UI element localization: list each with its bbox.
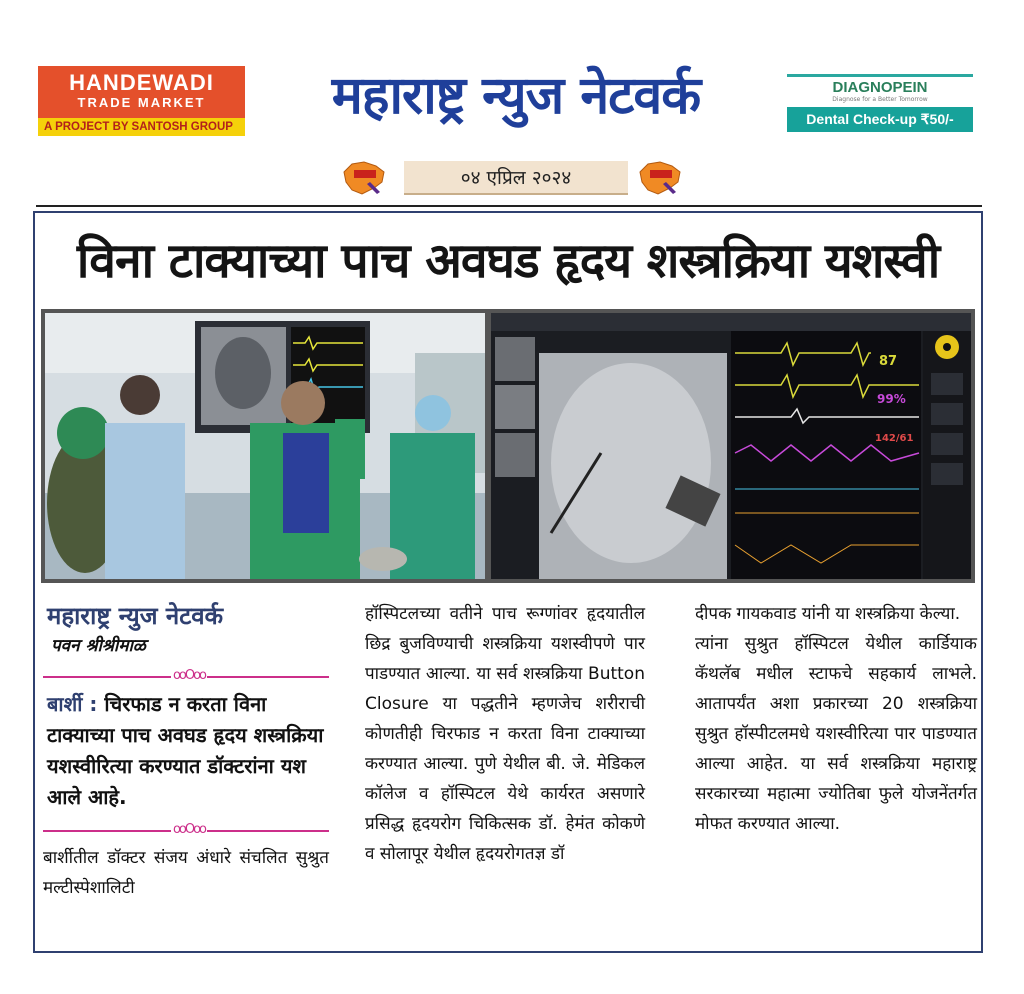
article-column-2 [365, 599, 645, 869]
column-1-body [43, 843, 329, 903]
operating-room-photo [45, 313, 485, 579]
handewadi-ad-top [38, 66, 245, 118]
cathlab-monitor-photo [491, 313, 971, 579]
dental-offer: Dental Check-up ₹50/- [787, 107, 973, 132]
ornamental-divider [43, 669, 329, 683]
header-rule [36, 205, 982, 207]
ad-divider [787, 74, 973, 77]
monitor-heart-rate: 87 [879, 354, 898, 369]
diagnopein-tagline: Diagnose for a Better Tomorrow [832, 96, 928, 103]
diagnopein-logo: DIAGNOPEIN [832, 79, 928, 96]
monitor-spo2: 99% [877, 392, 906, 406]
byline-org: महाराष्ट्र न्युज नेटवर्क [47, 602, 224, 630]
article-frame [33, 211, 983, 953]
column-2-body [365, 599, 645, 869]
divider-ornament: ooOoo [172, 822, 206, 837]
photo-strip [41, 309, 975, 583]
diagnopein-ad[interactable] [787, 74, 973, 132]
lede-text: चिरफाड न करता विना टाक्याच्या पाच अवघड हृदय शस्त्रक्रिया यशस्वीरित्या करण्यात डॉक्टरांना यश आले आहे. [47, 692, 324, 809]
handewadi-ad[interactable] [38, 66, 245, 136]
handewadi-brand: HANDEWADI [69, 70, 214, 95]
date-bar [340, 158, 684, 198]
body-paragraph: बार्शीतील डॉक्टर संजय अंधारे संचलित सुश्रुत मल्टीस्पेशालिटी [43, 848, 329, 898]
article-column-3 [695, 599, 977, 839]
article-headline: विना टाक्याच्या पाच अवघड हृदय शस्त्रक्रिया यशस्वी [76, 233, 940, 289]
body-paragraph: हॉस्पिटलच्या वतीने पाच रूग्णांवर हृदयातील छिद्र बुजविण्याची शस्त्रक्रिया यशस्वीपणे पार पाडण्यात आल्या. या सर्व शस्त्रक्रिया Button Closure या पद्धतीने म्हणजेच शरीराची कोणतीही चिरफाड न करता विना टाक्याच्या करण्यात आल्या. पुणे येथील बी. जे. मेडिकल कॉलेज व हॉस्पिटल येथे कार्यरत असणारे प्रसिद्ध हृदयरोग चिकित्सक डॉ. हेमंत कोकणे व सोलापूर येथील हृदयरोगतज्ञ डॉ [365, 604, 645, 864]
divider-ornament: ooOoo [172, 668, 206, 683]
article-column-1 [43, 599, 329, 903]
issue-date: ०४ एप्रिल २०२४ [404, 161, 628, 195]
body-paragraph: दीपक गायकवाड यांनी या शस्त्रक्रिया केल्या. [695, 604, 961, 624]
maharashtra-map-icon [636, 158, 684, 198]
body-paragraph: त्यांना सुश्रुत हॉस्पिटल येथील कार्डियाक कॅथलॅब मधील स्टाफचे सहकार्य लाभले. आतापर्यंत अशा प्रकारच्या 20 शस्त्रक्रिया सुश्रुत हॉस्पीटलमधे यशस्वीरित्या पार पाडण्यात आल्या आहेत. या सर्व शस्त्रक्रिया महाराष्ट्र सरकारच्या महात्मा ज्योतिबा फुले योजनेंतर्गत मोफत करण्यात आल्या. [695, 634, 977, 834]
lede-dateline: बार्शी : [47, 692, 98, 716]
monitor-bp: 142/61 [875, 433, 914, 444]
handewadi-tagline: A PROJECT BY SANTOSH GROUP [38, 118, 245, 136]
maharashtra-map-icon [340, 158, 388, 198]
byline-author: पवन श्रीश्रीमाळ [51, 636, 146, 656]
ornamental-divider [43, 823, 329, 837]
newspaper-masthead: महाराष्ट्र न्युज नेटवर्क [331, 66, 701, 126]
column-3-body [695, 599, 977, 839]
handewadi-sub: TRADE MARKET [77, 95, 206, 110]
article-lede [43, 689, 329, 813]
